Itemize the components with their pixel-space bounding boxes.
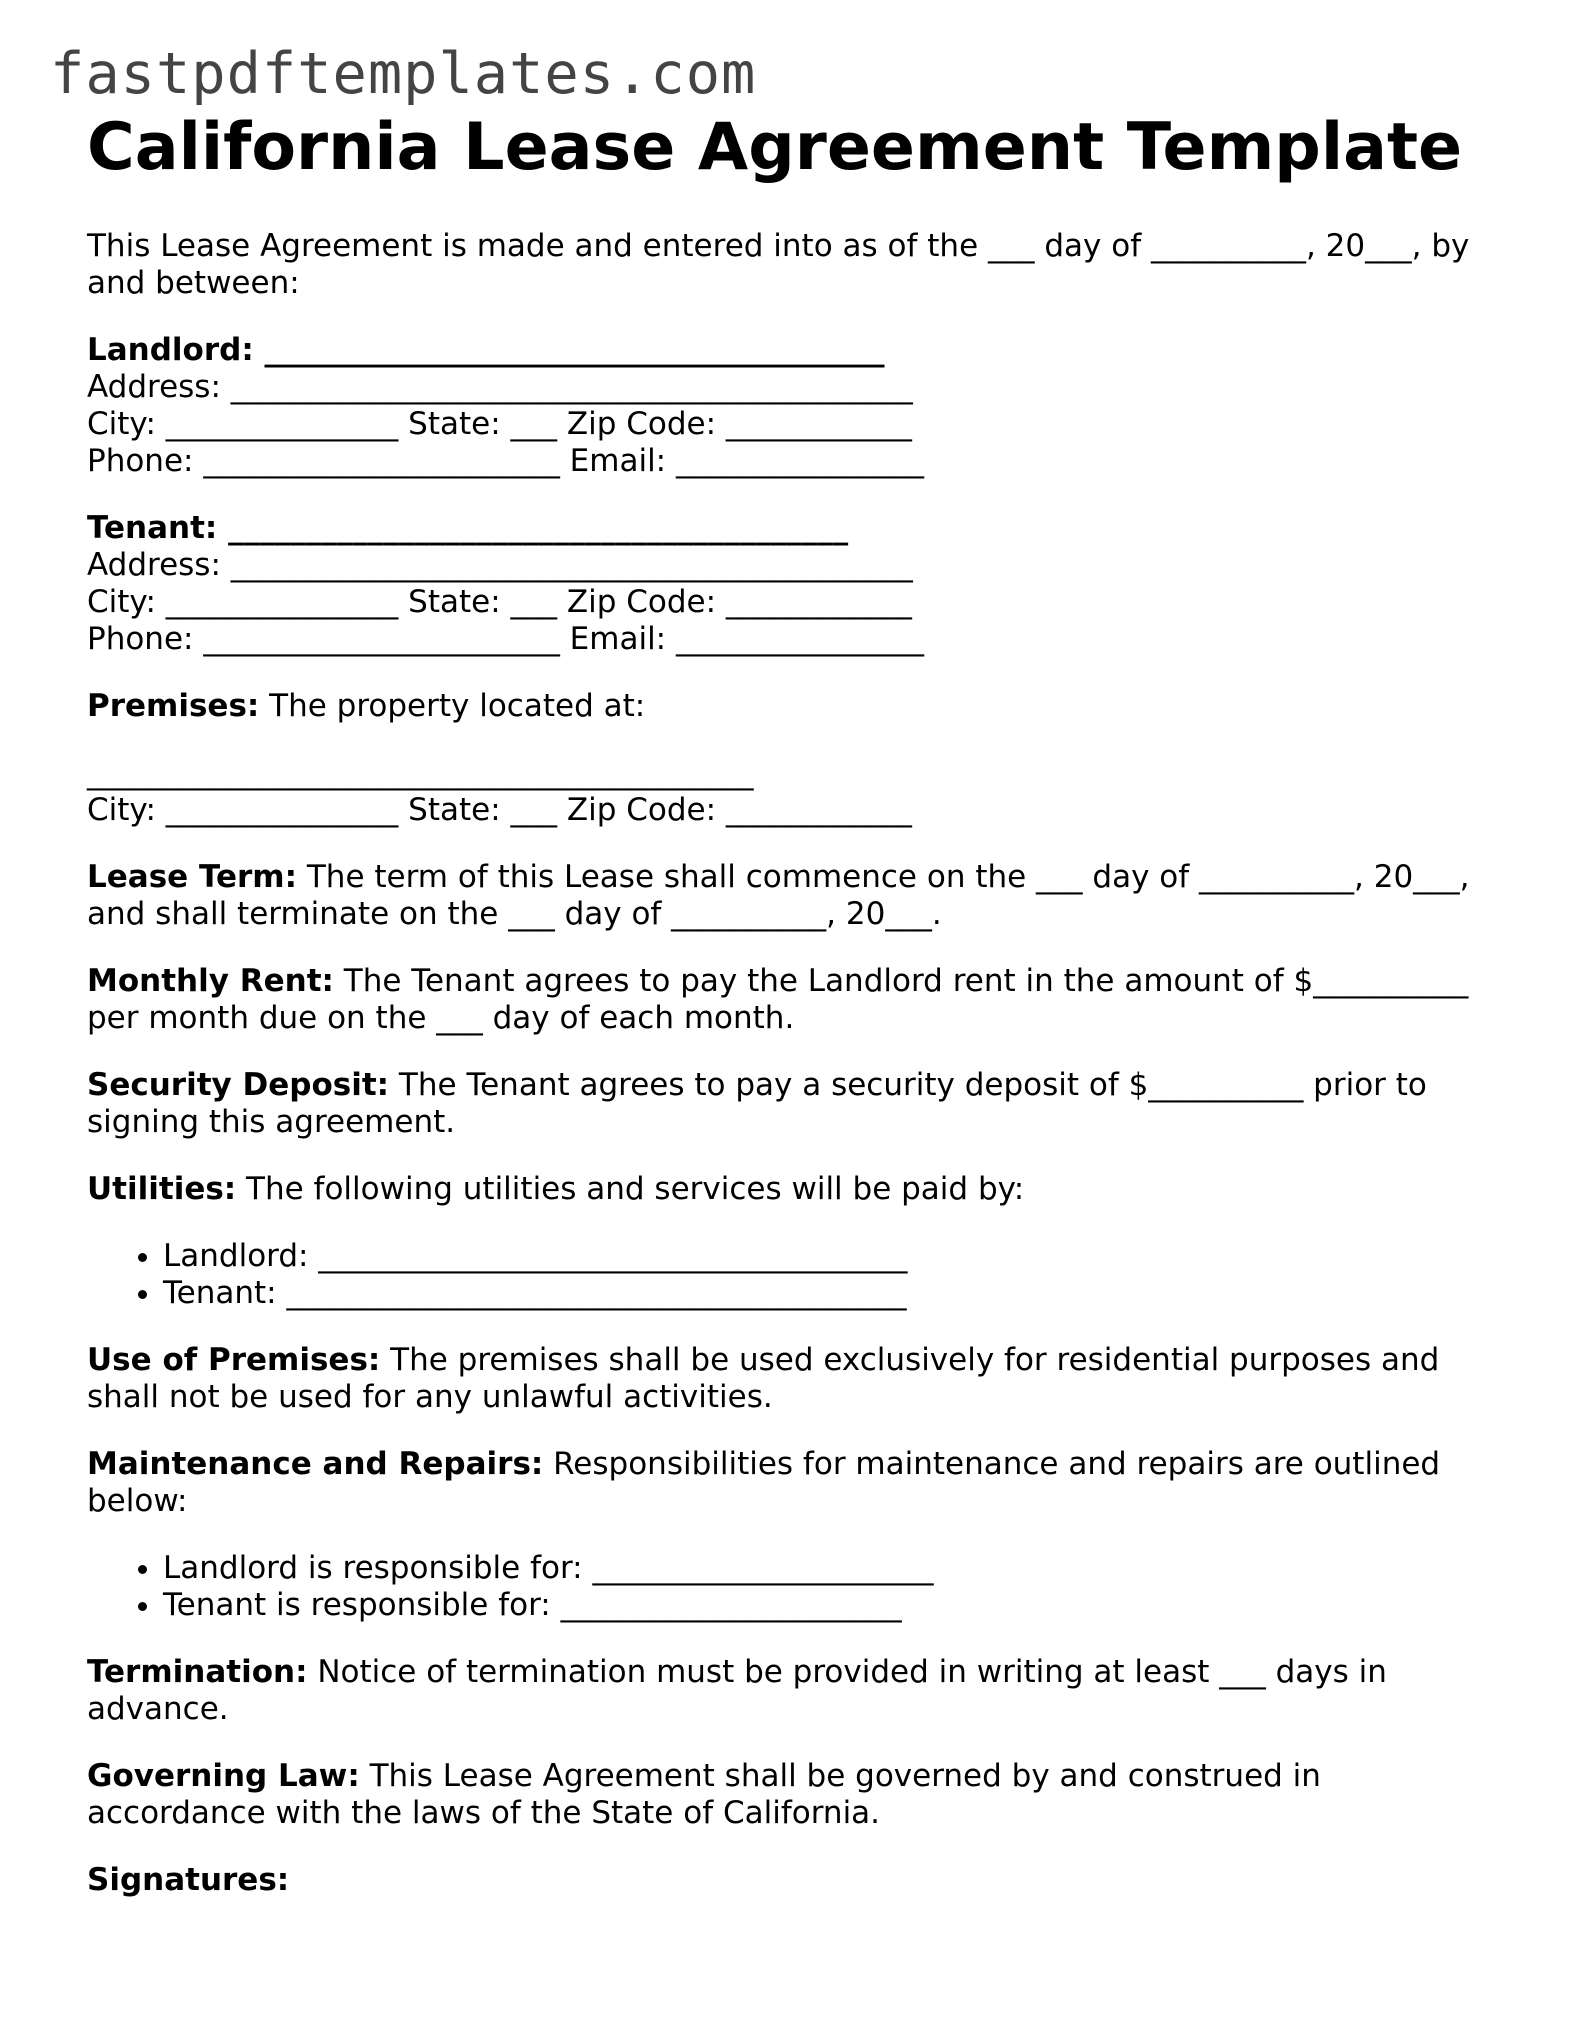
signatures-paragraph [87, 1862, 1487, 1899]
list-item-utilities-tenant[interactable]: • Tenant: ________________________________________ [163, 1275, 1487, 1312]
list-item-maintenance-tenant[interactable]: • Tenant is responsible for: ______________________ [163, 1587, 1487, 1624]
lease-term-paragraph [87, 859, 1487, 933]
document-body [87, 108, 1487, 1929]
termination-label: Termination: [87, 1654, 308, 1690]
tenant-address-line[interactable]: Address: ____________________________________________ [87, 547, 913, 583]
landlord-address-line[interactable]: Address: ____________________________________________ [87, 369, 913, 405]
utilities-paragraph [87, 1171, 1487, 1208]
monthly-rent-text: The Tenant agrees to pay the Landlord rent in the amount of $__________ per month due on the ___ day of each month. [87, 963, 1469, 1036]
landlord-name-blank[interactable]: ________________________________________ [253, 332, 885, 368]
monthly-rent-paragraph [87, 963, 1487, 1037]
watermark-text: fastpdftemplates.com [50, 41, 757, 107]
use-of-premises-text: The premises shall be used exclusively for residential purposes and shall not be used for any unlawful activities. [87, 1342, 1440, 1415]
utilities-list [87, 1238, 1487, 1312]
maintenance-text: Responsibilities for maintenance and repairs are outlined below: [87, 1446, 1441, 1519]
security-deposit-label: Security Deposit: [87, 1067, 390, 1103]
lease-term-text: The term of this Lease shall commence on the ___ day of __________, 20___, and shall terminate on the ___ day of __________, 20___. [87, 859, 1470, 932]
termination-text: Notice of termination must be provided in writing at least ___ days in advance. [87, 1654, 1387, 1727]
tenant-phone-line[interactable]: Phone: _______________________ Email: ________________ [87, 621, 924, 657]
list-item-utilities-landlord[interactable]: • Landlord: ______________________________________ [163, 1238, 1487, 1275]
governing-law-text: This Lease Agreement shall be governed by and construed in accordance with the laws of the State of California. [87, 1758, 1321, 1831]
page-title: California Lease Agreement Template [87, 110, 1463, 185]
maintenance-list [87, 1550, 1487, 1624]
premises-address-blank[interactable]: ___________________________________________ [87, 755, 754, 791]
use-of-premises-paragraph [87, 1342, 1487, 1416]
premises-text: The property located at: [259, 688, 646, 724]
governing-law-label: Governing Law: [87, 1758, 360, 1794]
tenant-label: Tenant: [87, 510, 218, 546]
maintenance-paragraph [87, 1446, 1487, 1520]
premises-paragraph [87, 688, 1487, 725]
maintenance-label: Maintenance and Repairs: [87, 1446, 544, 1482]
tenant-name-blank[interactable]: ________________________________________ [217, 510, 849, 546]
utilities-text: The following utilities and services will be paid by: [236, 1171, 1025, 1207]
landlord-phone-line[interactable]: Phone: _______________________ Email: ________________ [87, 443, 924, 479]
premises-label: Premises: [87, 688, 260, 724]
landlord-city-line[interactable]: City: _______________ State: ___ Zip Code: ____________ [87, 406, 912, 442]
termination-paragraph [87, 1654, 1487, 1728]
lease-term-label: Lease Term: [87, 859, 298, 895]
utilities-label: Utilities: [87, 1171, 237, 1207]
tenant-section [87, 510, 1487, 658]
list-item-maintenance-landlord[interactable]: • Landlord is responsible for: ______________________ [163, 1550, 1487, 1587]
intro-paragraph: This Lease Agreement is made and entered into as of the ___ day of __________, 20___, by and between: [87, 228, 1470, 301]
landlord-section [87, 332, 1487, 480]
premises-city-line[interactable]: City: _______________ State: ___ Zip Code: ____________ [87, 792, 912, 828]
signatures-label: Signatures: [87, 1862, 290, 1898]
use-of-premises-label: Use of Premises: [87, 1342, 381, 1378]
tenant-city-line[interactable]: City: _______________ State: ___ Zip Code: ____________ [87, 584, 912, 620]
governing-law-paragraph [87, 1758, 1487, 1832]
security-deposit-paragraph [87, 1067, 1487, 1141]
landlord-label: Landlord: [87, 332, 254, 368]
monthly-rent-label: Monthly Rent: [87, 963, 334, 999]
premises-address-section [87, 755, 1487, 829]
security-deposit-text: The Tenant agrees to pay a security deposit of $__________ prior to signing this agreement. [87, 1067, 1427, 1140]
